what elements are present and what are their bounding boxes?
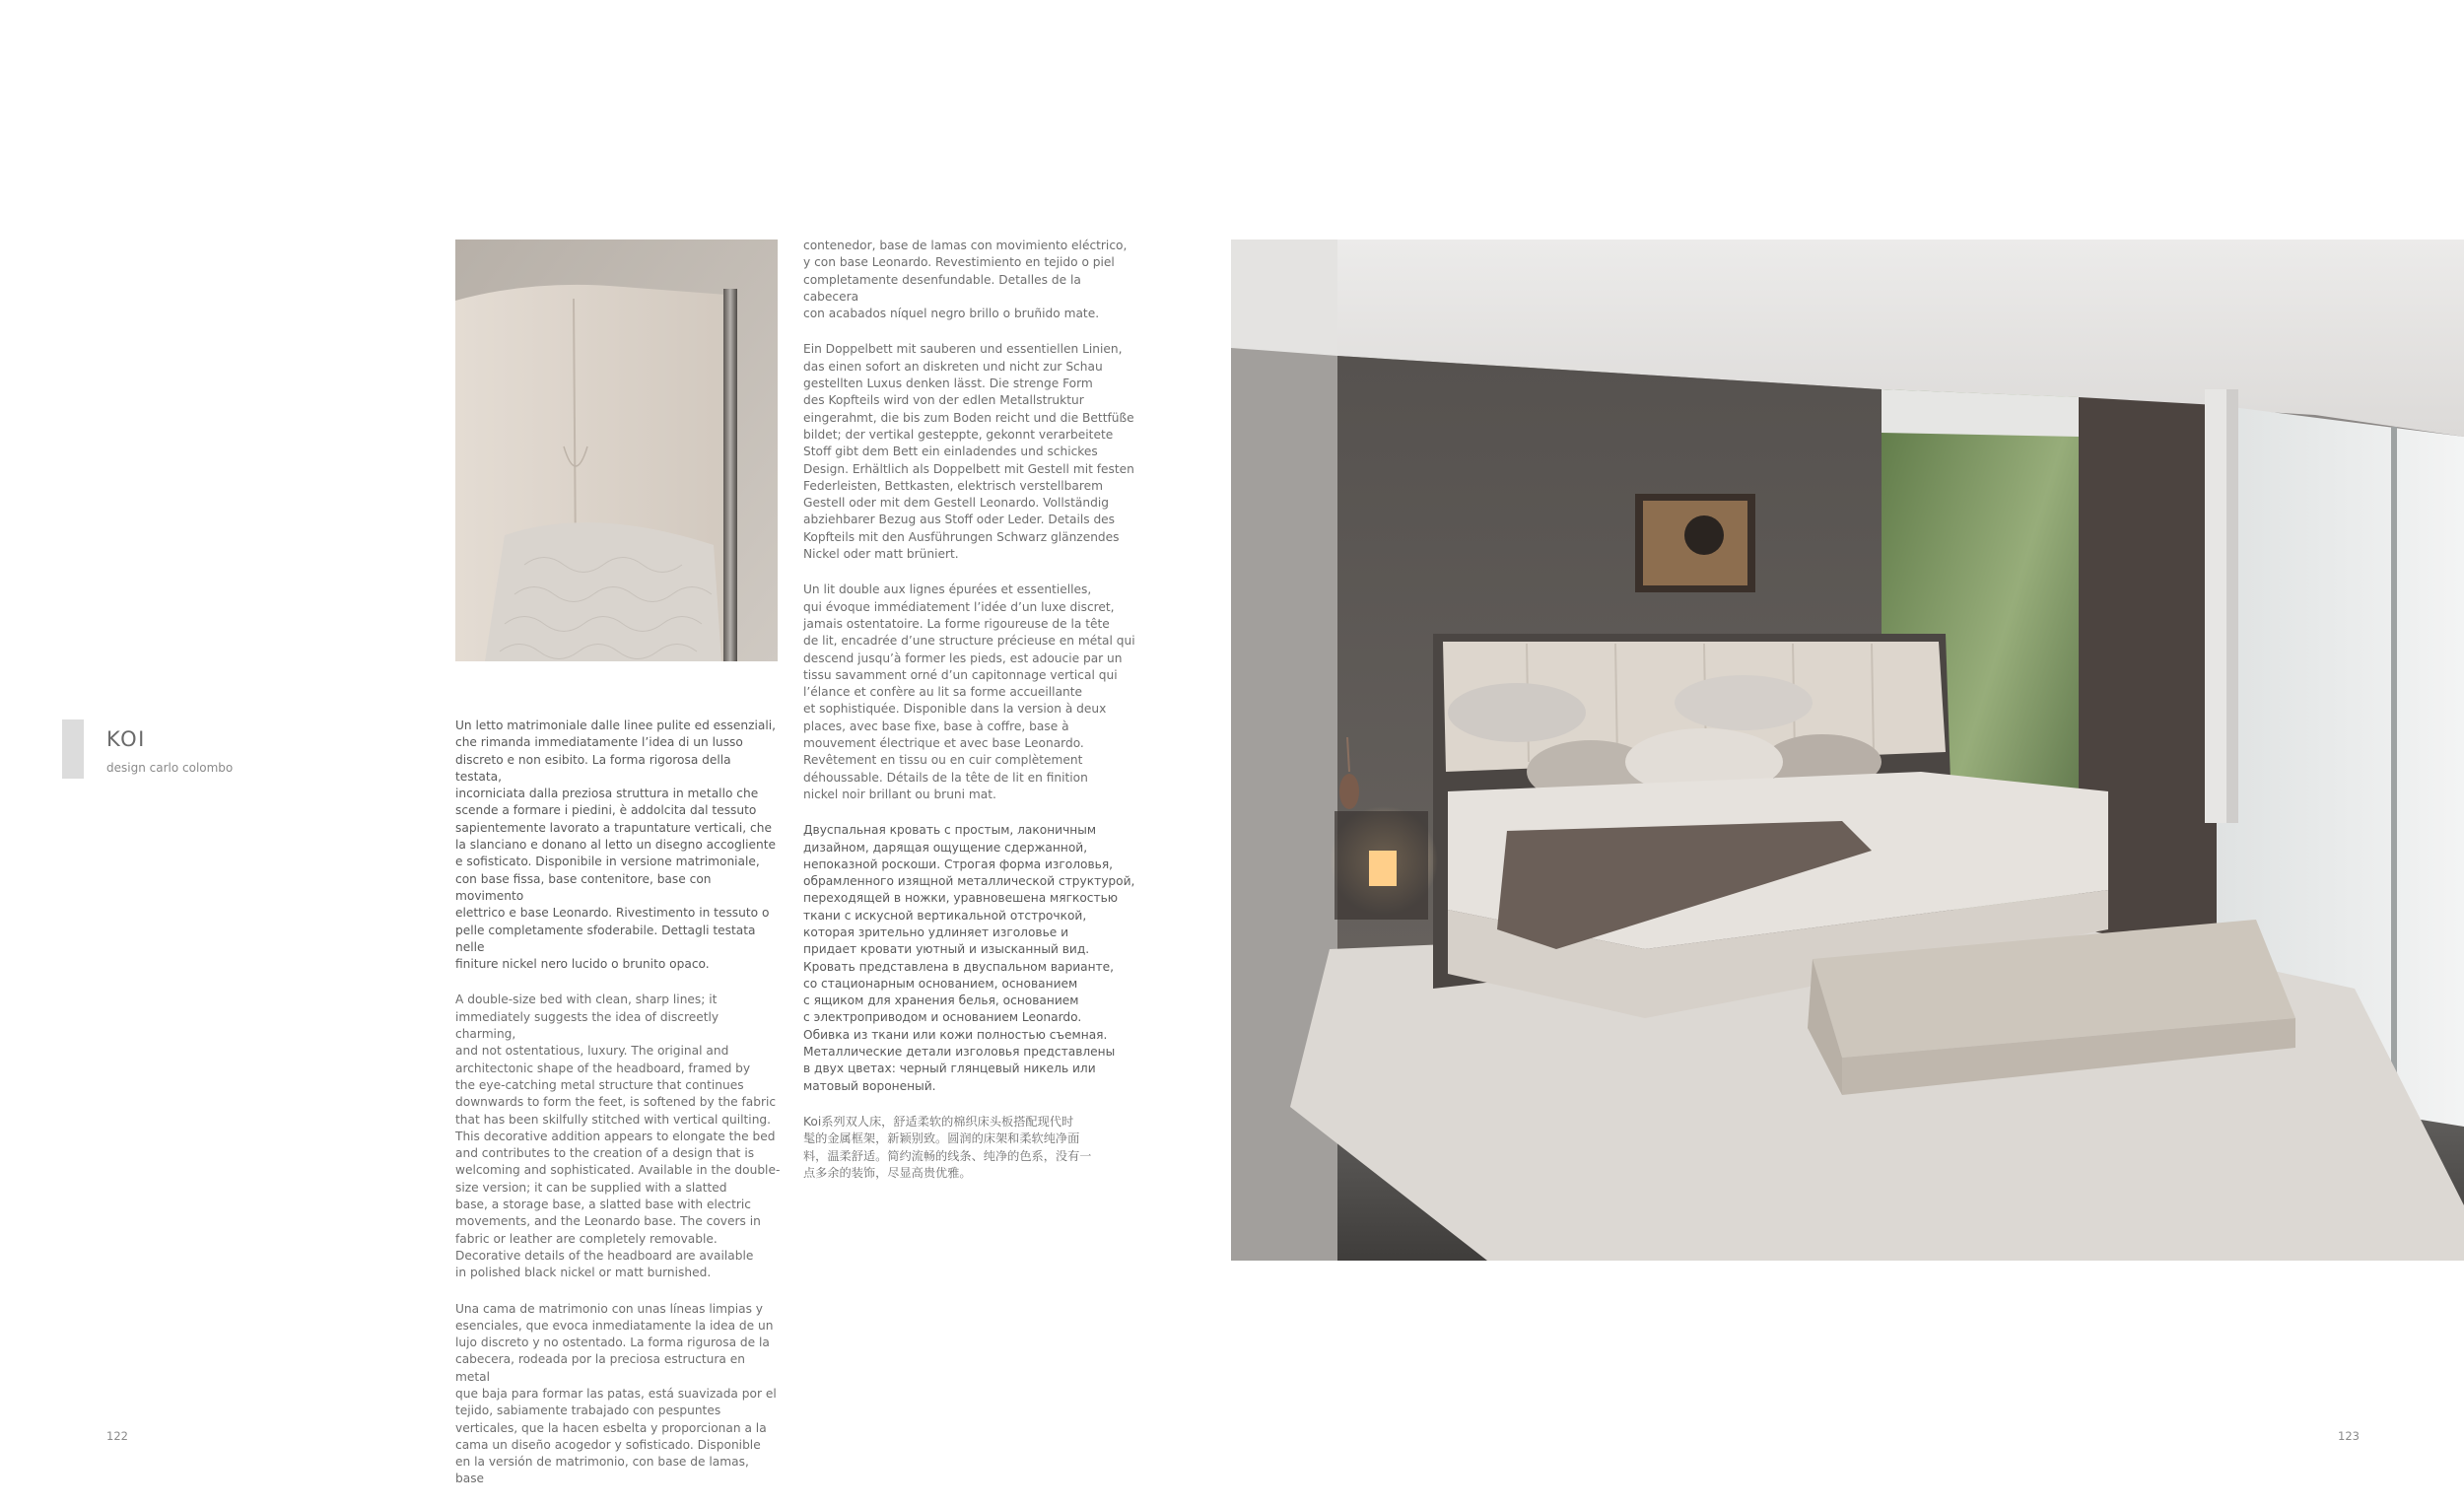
page-number-right: 123 — [2338, 1429, 2360, 1443]
paragraph-russian: Двуспальная кровать с простым, лаконичным дизайном, дарящая ощущение сдержанной, непоказной роскоши. Строгая форма изголовья, обрамленного изящной металлической структурой, переходящей в ножки, уравновешена мягкостью ткани с искусной вертикальной отстрочкой, которая зрительно удлиняет изголовье и придает кровати уютный и изысканный вид. Кровать представлена в двуспальном варианте, со стационарным основанием, основанием с ящиком для хранения белья, основанием с электроприводом и основанием Leonardo. Обивка из ткани или кожи полностью съемная. Металлические детали изголовья представлены в двух цветах: черный глянцевый никель или матовый вороненый. — [803, 823, 1135, 1093]
title-marker — [62, 719, 84, 779]
product-title: KOI — [106, 727, 146, 751]
paragraph-chinese: Koi系列双人床，舒适柔软的棉织床头板搭配现代时 髦的金属框架，新颖别致。圆润的床架和柔软纯净面 料，温柔舒适。简约流畅的线条、纯净的色系，没有一 点多余的装饰，尽显高贵优雅。 — [803, 1114, 1092, 1180]
bedroom-photo — [1231, 240, 2464, 1261]
paragraph-italian: Un letto matrimoniale dalle linee pulite ed essenziali, che rimanda immediatamente l’idea di un lusso discreto e non esibito. La forma rigorosa della testata, incorniciata dalla preziosa struttura in metallo che scende a formare i piedini, è addolcita dal tessuto sapientemente lavorato a trapuntature verticali, che la slanciano e donano al letto un disegno accogliente e sofisticato. Disponibile in versione matrimoniale, con base fissa, base contenitore, base con movimento elettrico e base Leonardo. Rivestimento in tessuto o pelle completamente sfoderabile. Dettagli testata nelle finiture nickel nero lucido o brunito opaco. — [455, 719, 776, 972]
page-number-left: 122 — [106, 1429, 128, 1443]
product-designer: design carlo colombo — [106, 761, 234, 775]
paragraph-spanish: Una cama de matrimonio con unas líneas limpias y esenciales, que evoca inmediatamente la idea de un lujo discreto y no ostentado. La forma rigurosa de la cabecera, rodeada por la preciosa estructura en metal que baja para formar las patas, está suavizada por el tejido, sabiamente trabajado con pespuntes verticales, que la hacen esbelta y proporcionan a la cama un diseño acogedor y sofisticado. Disponible en la versión de matrimonio, con base de lamas, base — [455, 1301, 777, 1486]
paragraph-french: Un lit double aux lignes épurées et essentielles, qui évoque immédiatement l’idée d’un luxe discret, jamais ostentatoire. La forme rigoureuse de la tête de lit, encadrée d’une structure précieuse en métal qui descend jusqu’à former les pieds, est adoucie par un tissu savamment orné d’un capitonnage vertical qui l’élance et confère au lit sa forme accueillante et sophistiquée. Disponible dans la version à deux places, avec base fixe, base à coffre, base à mouvement électrique et avec base Leonardo. Revêtement en tissu ou en cuir complètement déhoussable. Détails de la tête de lit en finition nickel noir brillant ou bruni mat. — [803, 582, 1135, 801]
paragraph-german: Ein Doppelbett mit sauberen und essentiellen Linien, das einen sofort an diskreten und nicht zur Schau gestellten Luxus denken lässt. Die strenge Form des Kopfteils wird von der edlen Metallstruktur eingerahmt, die bis zum Boden reicht und die Bettfüße bildet; der vertikal gesteppte, gekonnt verarbeitete Stoff gibt dem Bett ein einladendes und schickes Design. Erhältlich als Doppelbett mit Gestell mit festen Federleisten, Bettkasten, elektrisch verstellbarem Gestell oder mit dem Gestell Leonardo. Vollständig abziehbarer Bezug aus Stoff oder Leder. Details des Kopfteils mit den Ausführungen Schwarz glänzendes Nickel oder matt brüniert. — [803, 342, 1134, 562]
paragraph-english: A double-size bed with clean, sharp lines; it immediately suggests the idea of discreetly charming, and not ostentatious, luxury. The original and architectonic shape of the headboard, framed by the eye-catching metal structure that continues downwards to form the feet, is softened by the fabric that has been skilfully stitched with vertical quilting. This decorative addition appears to elongate the bed and contributes to the creation of a design that is welcoming and sophisticated. Available in the double- size version; it can be supplied with a slatted base, a storage base, a slatted base with electric movements, and the Leonardo base. The covers in fabric or leather are completely removable. Decorative details of the headboard are available in polished black nickel or matt burnished. — [455, 993, 781, 1280]
headboard-detail-photo — [455, 240, 778, 661]
paragraph-spanish-cont: contenedor, base de lamas con movimiento eléctrico, y con base Leonardo. Revestimiento en tejido o piel completamente desenfundable. Detalles de la cabecera con acabados níquel negro brillo o bruñido mate. — [803, 239, 1128, 321]
text-column-left — [455, 718, 781, 1507]
text-column-right — [803, 238, 1138, 1200]
